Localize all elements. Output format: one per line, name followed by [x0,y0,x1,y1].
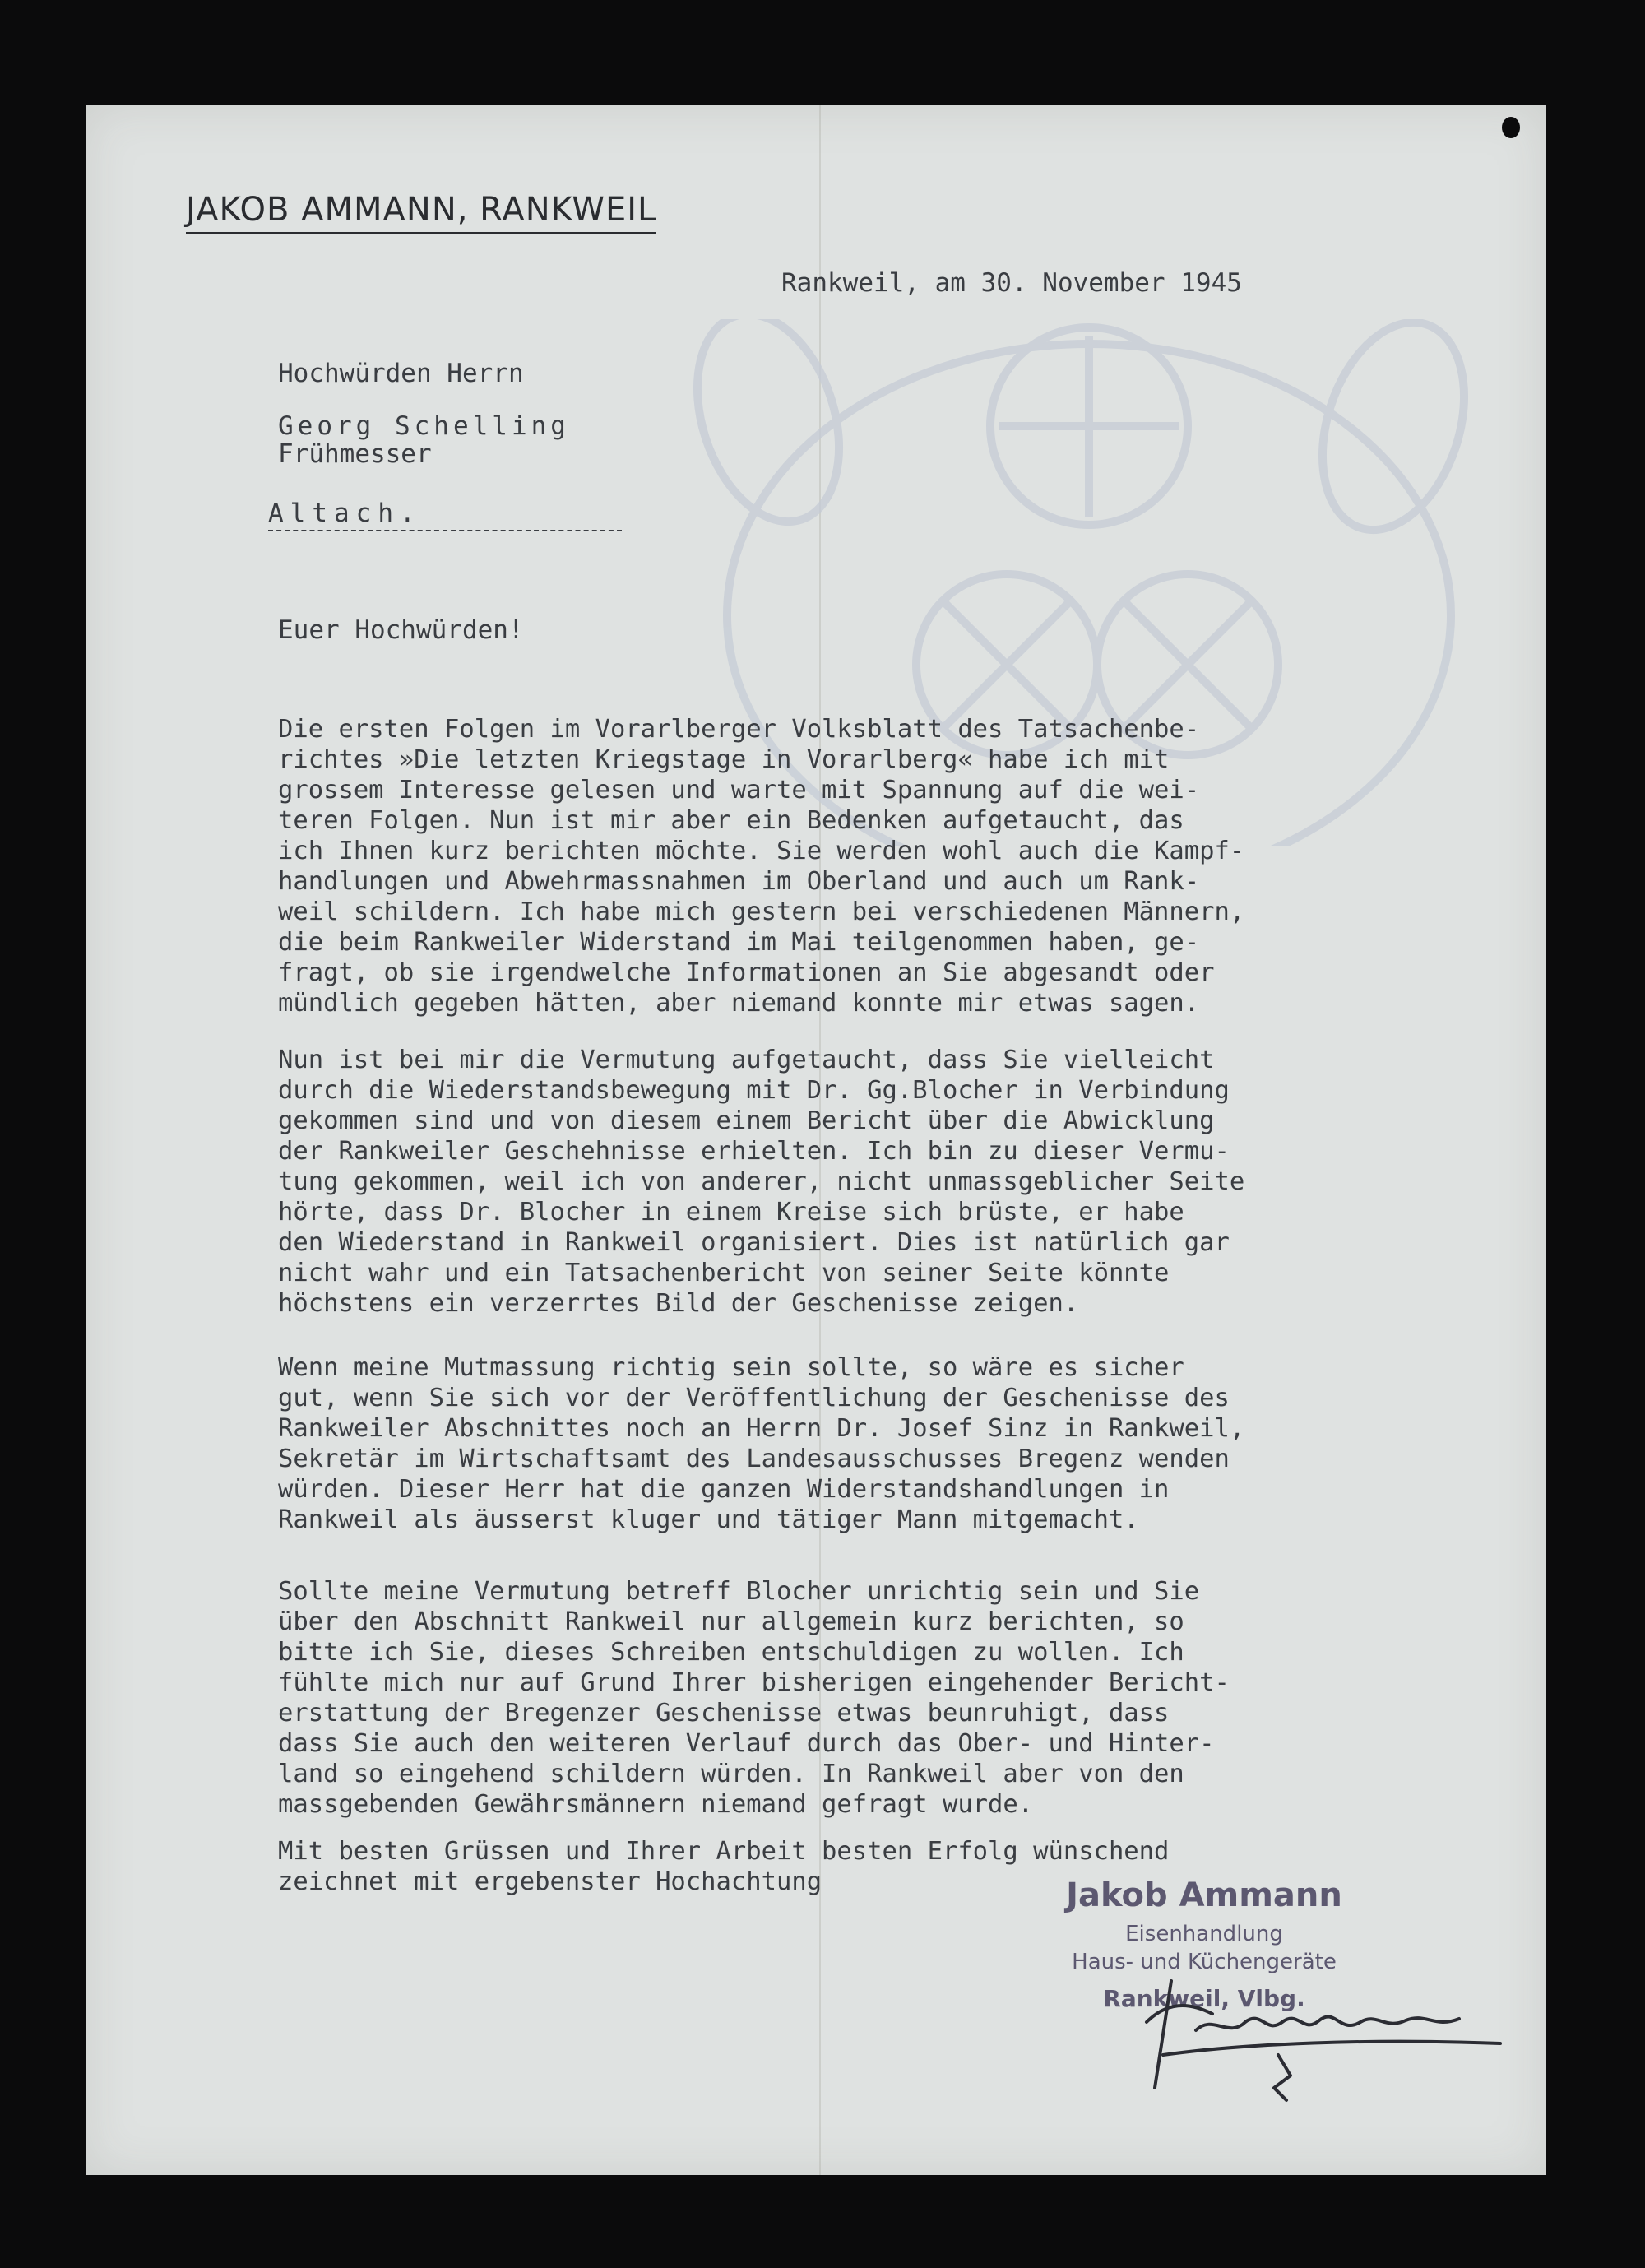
stamp-name: Jakob Ammann [1066,1876,1342,1914]
recipient-name: Georg Schelling [278,411,570,441]
letterhead: JAKOB AMMANN, RANKWEIL [186,191,656,234]
body-paragraph: Die ersten Folgen im Vorarlberger Volksblatt des Tatsachenbe- richtes »Die letzten Kriegstage in Vorarlberg« habe ich mit grossem Interesse gelesen und warte mit Spannung auf die wei- teren Folgen. Nun ist mir aber ein Bedenken aufgetaucht, das ich Ihnen kurz berichten möchte. Sie werden wohl auch die Kampf- handlungen und Abwehrmassnahmen im Oberland und auch um Rank- weil schildern. Ich habe mich gestern bei verschiedenen Männern, die beim Rankweiler Widerstand im Mai teilgenommen haben, ge- fragt, ob sie irgendwelche Informationen an Sie abgesandt oder mündlich gegeben hätten, aber niemand konnte mir etwas sagen. [278,715,1245,1018]
stamp-line-2: Eisenhandlung [1125,1922,1283,1946]
recipient-title: Frühmesser [278,439,432,469]
date-line: Rankweil, am 30. November 1945 [781,268,1242,298]
body-paragraph: Sollte meine Vermutung betreff Blocher unrichtig sein und Sie über den Abschnitt Rankweil nur allgemein kurz berichten, so bitte ich Sie, dieses Schreiben entschuldigen zu wollen. Ich fühlte mich nur auf Grund Ihrer bisherigen eingehender Bericht- erstattung der Bregenzer Geschenisse etwas beunruhigt, dass dass Sie auch den weiteren Verlauf durch das Ober- und Hinter- land so eingehend schildern würden. In Rankweil aber von den massgebenden Gewährsmännern niemand gefragt wurde. [278,1577,1230,1819]
recipient-salutation-line: Hochwürden Herrn [278,359,524,388]
stamp-line-3: Haus- und Küchengeräte [1072,1950,1337,1974]
closing-paragraph: Mit besten Grüssen und Ihrer Arbeit besten Erfolg wünschend zeichnet mit ergebenster Hochachtung [278,1837,1170,1896]
punch-hole [1502,117,1520,138]
stamp-line-4: Rankweil, Vlbg. [1103,1985,1305,2012]
handwritten-signature [1122,1964,1517,2104]
body-paragraph: Nun ist bei mir die Vermutung aufgetaucht, dass Sie vielleicht durch die Wiederstandsbewegung mit Dr. Gg.Blocher in Verbindung gekommen sind und von diesem einem Bericht über die Abwicklung der Rankweiler Geschehnisse erhielten. Ich bin zu dieser Vermu- tung gekommen, weil ich von anderer, nicht unmassgeblicher Seite hörte, dass Dr. Blocher in einem Kreise sich brüste, er habe den Wiederstand in Rankweil organisiert. Dies ist natürlich gar nicht wahr und ein Tatsachenbericht von seiner Seite könnte höchstens ein verzerrtes Bild der Geschenisse zeigen. [278,1046,1245,1318]
salutation: Euer Hochwürden! [278,615,524,645]
body-paragraph: Wenn meine Mutmassung richtig sein sollte, so wäre es sicher gut, wenn Sie sich vor der Veröffentlichung der Geschenisse des Rankweiler Abschnittes noch an Herrn Dr. Josef Sinz in Rankweil, Sekretär im Wirtschaftsamt des Landesausschusses Bregenz wenden würden. Dieser Herr hat die ganzen Widerstandshandlungen in Rankweil als äusserst kluger und tätiger Mann mitgemacht. [278,1353,1245,1534]
recipient-place: Altach. [268,499,622,531]
letter-sheet [86,105,1546,2175]
